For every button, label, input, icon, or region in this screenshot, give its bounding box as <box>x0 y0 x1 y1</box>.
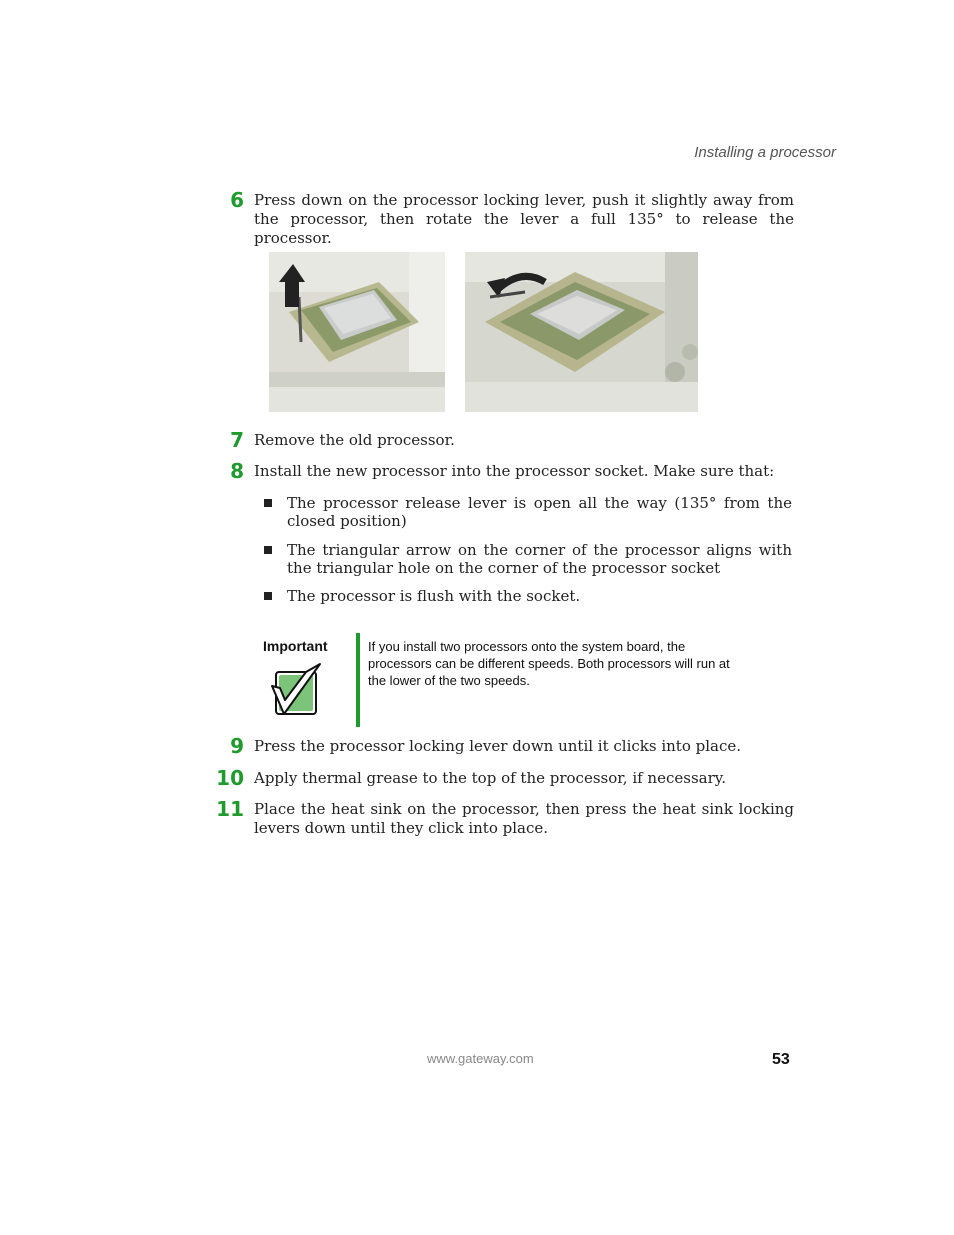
page-number: 53 <box>772 1051 790 1068</box>
list-item-text: The processor release lever is open all the way (135° from the closed position) <box>287 494 792 530</box>
processor-lever-lift-photo <box>269 252 445 412</box>
step-text: Install the new processor into the processor socket. Make sure that: <box>254 462 775 480</box>
step-number: 7 <box>230 428 244 452</box>
bullet-icon <box>264 546 272 554</box>
step-number: 9 <box>230 734 244 758</box>
step-number: 11 <box>216 797 244 821</box>
step-text: Press down on the processor locking lever, push it slightly away from the processor, then rotate the lever a full 135° to release the processor. <box>254 191 794 247</box>
important-text: If you install two processors onto the system board, the processors can be different speeds. Both processors will run at the lower of the two speeds. <box>368 639 730 688</box>
step-text: Apply thermal grease to the top of the processor, if necessary. <box>254 769 727 787</box>
bullet-icon <box>264 499 272 507</box>
step-number: 6 <box>230 188 244 212</box>
step-text: Place the heat sink on the processor, then press the heat sink locking levers down until they click into place. <box>254 800 794 837</box>
checkmark-icon <box>270 662 322 723</box>
important-label: Important <box>263 638 328 654</box>
list-item-text: The triangular arrow on the corner of the processor aligns with the triangular hole on the corner of the processor socket <box>287 541 792 577</box>
footer-url: www.gateway.com <box>427 1051 534 1066</box>
processor-lever-rotate-photo <box>465 252 698 412</box>
step-number: 8 <box>230 459 244 483</box>
step-text: Remove the old processor. <box>254 431 455 449</box>
running-header: Installing a processor <box>694 144 836 161</box>
bullet-icon <box>264 592 272 600</box>
list-item-text: The processor is flush with the socket. <box>287 587 581 605</box>
callout-divider <box>356 633 360 727</box>
step-number: 10 <box>216 766 244 790</box>
step-text: Press the processor locking lever down until it clicks into place. <box>254 737 742 755</box>
